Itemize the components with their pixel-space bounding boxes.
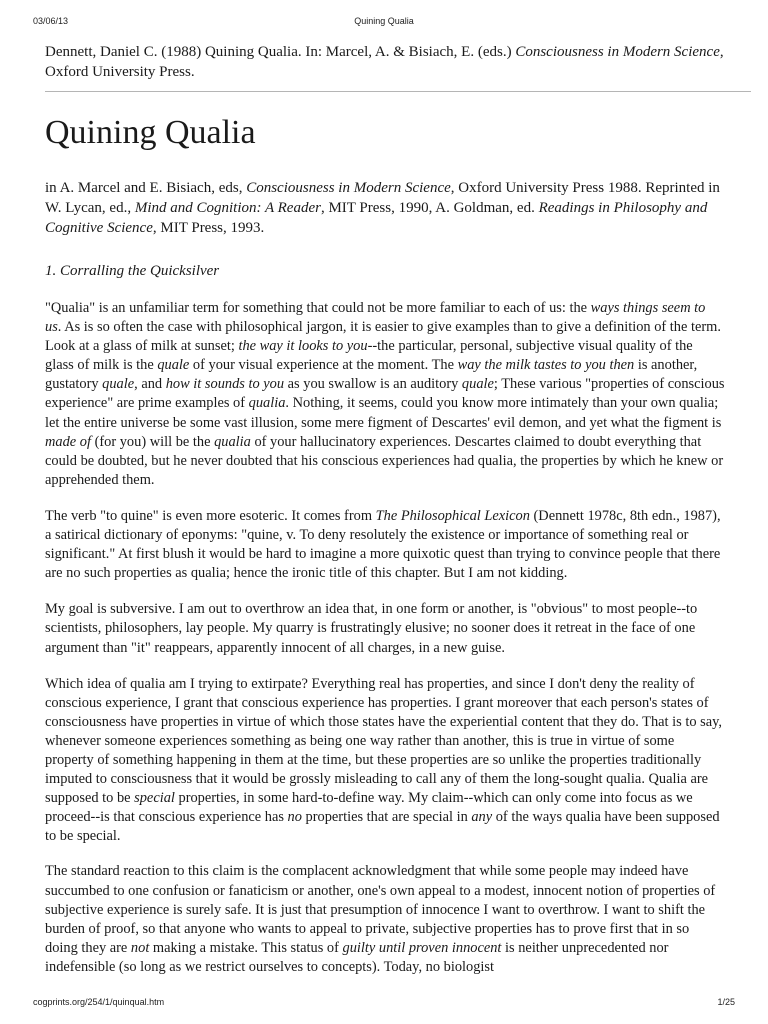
paragraph-5: The standard reaction to this claim is the complacent acknowledgment that while some people may indeed have succumbed to one confusion or fanaticism or another, one's own appeal to a modest, innocent notion of properties of subjective experience is surely safe. It is just that presumption of innocence I want to overthrow. I want to shift the burden of proof, so that anyone who wants to appeal to private, subjective properties has to prove first that in so doing they are not making a mistake. This status of guilty until proven innocent is neither unprecedented nor indefensible (so long as we restrict ourselves to concepts). Today, no biologist <box>45 863 716 975</box>
paragraph-3: My goal is subversive. I am out to overthrow an idea that, in one form or another, is "obvious" to most people--to scientists, philosophers, lay people. My quarry is frustratingly elusive; no sooner does it retreat in the face of one argument than "it" reappears, apparently innocent of all charges, in a new guise. <box>45 601 698 656</box>
document-content <box>45 42 725 977</box>
page-title: Quining Qualia <box>45 114 256 151</box>
paragraph-4: Which idea of qualia am I trying to extirpate? Everything real has properties, and since I don't deny the reality of conscious experience, I grant that conscious experience has properties. I grant moreover that each person's states of consciousness have properties in virtue of which those states have the experiential content that they do. That is to say, whenever someone experiences something as being one way rather than another, this is true in virtue of some property of something happening in them at the time, but these properties are so unlike the properties traditionally imputed to consciousness that it would be grossly misleading to call any of them the long-sought qualia. Qualia are supposed to be special properties, in some hard-to-define way. My claim--which can only come into focus as we proceed--is that conscious experience has no properties that are special in any of the ways qualia have been supposed to be special. <box>45 675 722 845</box>
publication-info: in A. Marcel and E. Bisiach, eds, Consciousness in Modern Science, Oxford University Press 1988. Reprinted in W. Lycan, ed., Mind and Cognition: A Reader, MIT Press, 1990, A. Goldman, ed. Readings in Philosophy and Cognitive Science, MIT Press, 1993. <box>45 180 720 236</box>
paragraph-1: "Qualia" is an unfamiliar term for something that could not be more familiar to each of us: the ways things seem to us. As is so often the case with philosophical jargon, it is easier to give examples than to give a definition of the term. Look at a glass of milk at sunset; the way it looks to you--the particular, personal, subjective visual quality of the glass of milk is the quale of your visual experience at the moment. The way the milk tastes to you then is another, gustatory quale, and how it sounds to you as you swallow is an auditory quale; These various "properties of conscious experience" are prime examples of qualia. Nothing, it seems, could you know more intimately than your own qualia; let the entire universe be some vast illusion, some mere figment of Descartes' evil demon, and yet what the figment is made of (for you) will be the qualia of your hallucinatory experiences. Descartes claimed to doubt everything that could be doubted, but he never doubted that his conscious experiences had qualia, the properties by which he knew or apprehended them. <box>45 300 725 488</box>
print-date: 03/06/13 <box>33 16 69 26</box>
print-title: Quining Qualia <box>354 16 414 26</box>
divider <box>45 91 751 92</box>
page-number: 1/25 <box>717 997 735 1007</box>
section-heading: 1. Corralling the Quicksilver <box>45 263 220 279</box>
source-url: cogprints.org/254/1/quinqual.htm <box>33 997 165 1007</box>
paragraph-2: The verb "to quine" is even more esoteric. It comes from The Philosophical Lexicon (Dennett 1978c, 8th edn., 1987), a satirical dictionary of eponyms: "quine, v. To deny resolutely the existence or importance of something real or significant." At first blush it would be hard to imagine a more quixotic quest than trying to convince people that there are no such properties as qualia; hence the ironic title of this chapter. But I am not kidding. <box>45 507 721 582</box>
print-header <box>33 16 735 30</box>
citation: Dennett, Daniel C. (1988) Quining Qualia. In: Marcel, A. & Bisiach, E. (eds.) Consciousness in Modern Science, Oxford University Press. <box>45 44 724 80</box>
print-footer <box>33 997 735 1011</box>
